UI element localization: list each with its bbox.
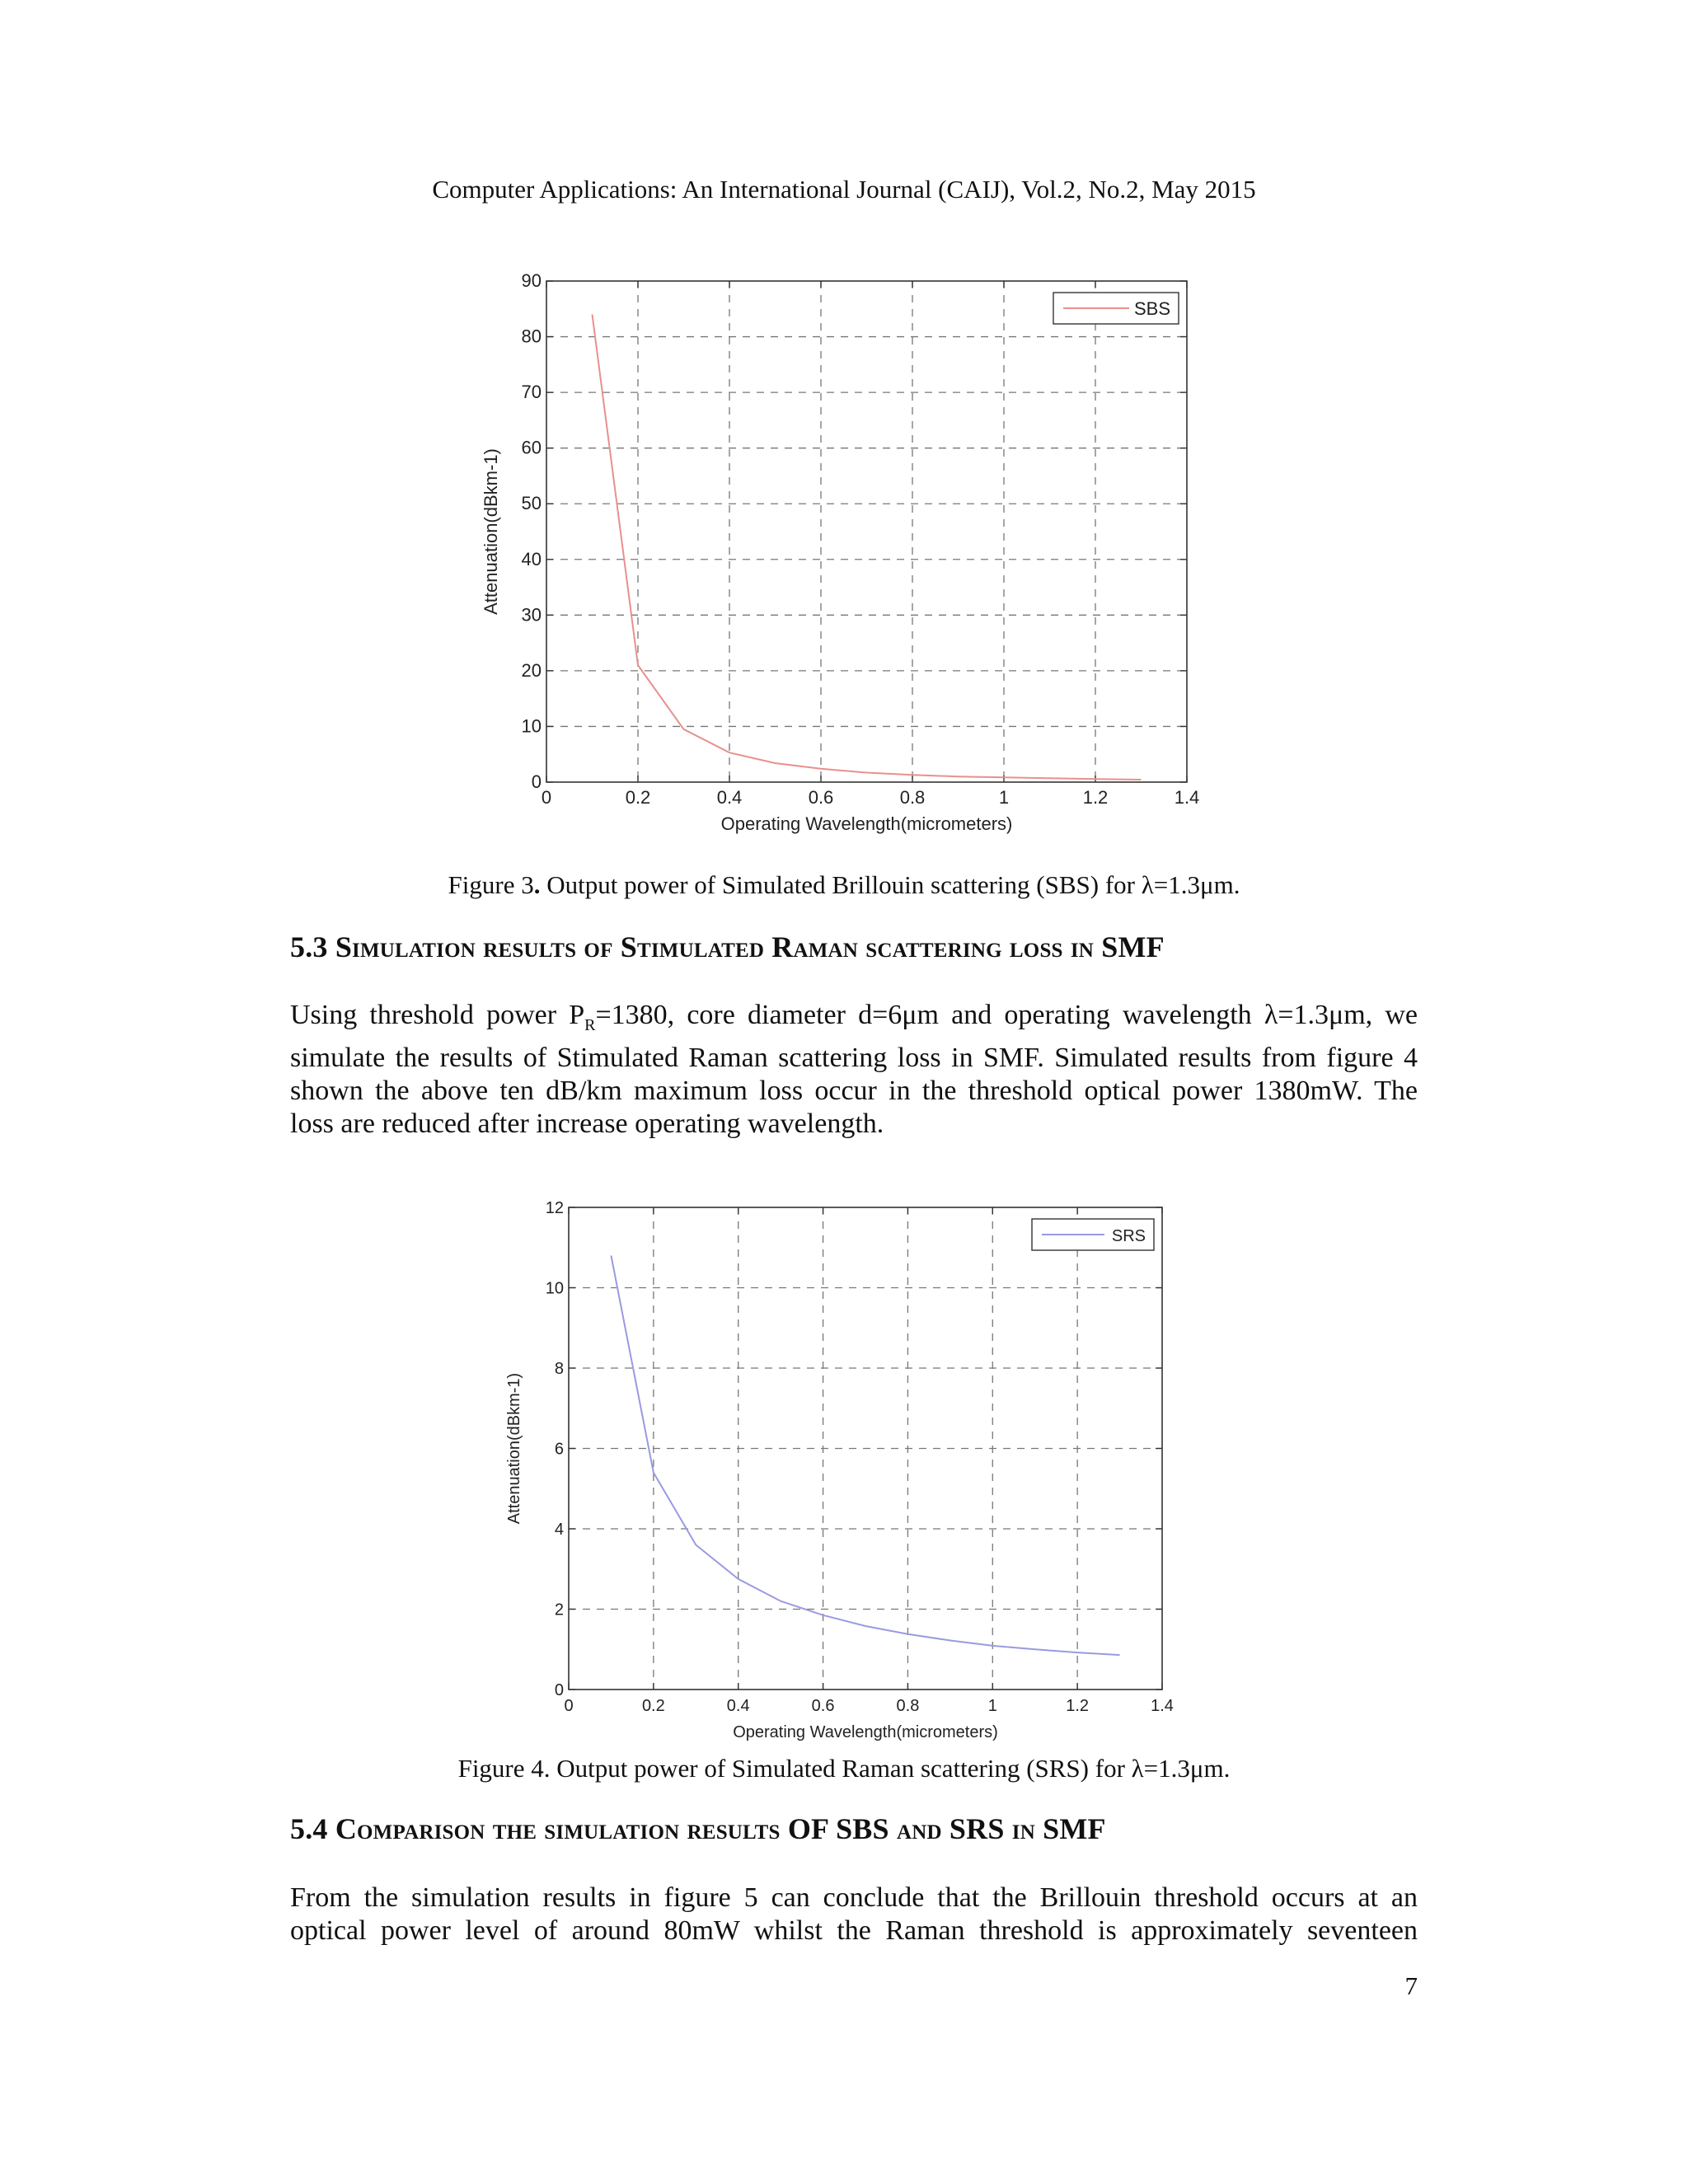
y-tick-label: 6 bbox=[554, 1440, 564, 1459]
x-tick-label: 0 bbox=[541, 787, 552, 808]
x-tick-label: 0.8 bbox=[896, 1697, 920, 1715]
y-tick-label: 70 bbox=[521, 382, 542, 403]
x-axis-label: Operating Wavelength(micrometers) bbox=[733, 1723, 998, 1741]
x-tick-label: 1.4 bbox=[1151, 1697, 1174, 1715]
x-axis-label: Operating Wavelength(micrometers) bbox=[720, 813, 1013, 834]
y-tick-label: 12 bbox=[545, 1199, 564, 1217]
y-axis-label: Attenuation(dBkm-1) bbox=[505, 1372, 523, 1525]
x-tick-label: 0.2 bbox=[641, 1697, 665, 1715]
section-5-3-heading bbox=[290, 930, 1165, 964]
figure-3-caption-sep: . bbox=[533, 870, 541, 899]
page-number: 7 bbox=[1404, 1971, 1418, 2000]
x-tick-label: 0.2 bbox=[625, 787, 651, 808]
para-5-4-line-1: From the simulation results in figure 5 can conclude that the Brillouin threshold occurs at an bbox=[290, 1882, 1418, 1913]
section-5-4-paragraph bbox=[290, 1882, 1418, 1947]
y-tick-label: 30 bbox=[521, 604, 542, 626]
figure-4-caption-sep: . bbox=[543, 1754, 551, 1783]
x-tick-label: 0.6 bbox=[808, 787, 834, 808]
figure-4-svg bbox=[478, 1179, 1220, 1755]
y-tick-label: 10 bbox=[521, 715, 542, 737]
y-tick-label: 90 bbox=[521, 270, 542, 291]
legend-label: SBS bbox=[1133, 298, 1170, 319]
para-5-3-line-1: Using threshold power $P_R=1380$, core diameter d=6μm and operating wavelength λ=1.3μm, we bbox=[290, 1000, 1418, 1034]
x-tick-label: 1.2 bbox=[1082, 787, 1109, 808]
y-tick-label: 4 bbox=[554, 1521, 564, 1539]
x-tick-label: 0 bbox=[564, 1697, 574, 1715]
x-tick-label: 0.4 bbox=[726, 1697, 750, 1715]
figure-3-caption bbox=[0, 870, 1688, 900]
section-5-4-heading: 5.4 Comparison the simulation results OF SBS and SRS in SMF bbox=[290, 1812, 1106, 1845]
figure-4-caption bbox=[0, 1754, 1688, 1783]
para-5-3-line-2: simulate the results of Stimulated Raman scattering loss in SMF. Simulated results from figure 4 bbox=[290, 1042, 1418, 1073]
section-5-3-smf: SMF bbox=[1094, 930, 1165, 963]
x-tick-label: 0.4 bbox=[716, 787, 743, 808]
x-tick-label: 0.8 bbox=[899, 787, 926, 808]
journal-header: Computer Applications: An International Journal (CAIJ), Vol.2, No.2, May 2015 bbox=[432, 175, 1256, 204]
figure-3-caption-text: Output power of Simulated Brillouin scattering (SBS) for λ=1.3μm. bbox=[540, 870, 1240, 899]
y-tick-label: 40 bbox=[521, 548, 542, 569]
y-tick-label: 8 bbox=[554, 1360, 564, 1378]
legend-label: SRS bbox=[1111, 1227, 1146, 1245]
legend bbox=[1053, 293, 1179, 324]
section-5-3-number: 5.3 bbox=[290, 930, 335, 963]
y-tick-label: 0 bbox=[531, 771, 542, 792]
para-5-3-line-4: loss are reduced after increase operating wavelength. bbox=[290, 1108, 884, 1139]
x-tick-label: 1.4 bbox=[1174, 787, 1200, 808]
y-axis-label: Attenuation(dBkm-1) bbox=[481, 448, 501, 615]
series-line-sbs bbox=[593, 315, 1142, 780]
figure-3-svg bbox=[462, 264, 1220, 841]
para-5-4-line-2: optical power level of around 80mW whilst the Raman threshold is approximately seventeen bbox=[290, 1915, 1418, 1946]
figure-3-chart bbox=[462, 264, 1220, 841]
figure-3-caption-label: Figure 3 bbox=[448, 870, 534, 899]
y-tick-label: 50 bbox=[521, 493, 542, 514]
y-tick-label: 10 bbox=[545, 1279, 564, 1298]
section-5-3-paragraph bbox=[290, 999, 1418, 1141]
y-tick-label: 20 bbox=[521, 659, 542, 681]
y-tick-label: 0 bbox=[554, 1681, 564, 1699]
section-5-4-number: 5.4 bbox=[290, 1812, 335, 1845]
x-tick-label: 1 bbox=[987, 1697, 997, 1715]
plot-frame bbox=[546, 281, 1187, 782]
x-tick-label: 0.6 bbox=[811, 1697, 835, 1715]
para-5-3-line-3: shown the above ten dB/km maximum loss occur in the threshold optical power 1380mW. The bbox=[290, 1075, 1418, 1106]
figure-4-chart bbox=[478, 1179, 1220, 1755]
figure-4-caption-text: Output power of Simulated Raman scattering (SRS) for λ=1.3μm. bbox=[550, 1754, 1231, 1783]
y-tick-label: 2 bbox=[554, 1601, 564, 1619]
x-tick-label: 1.2 bbox=[1066, 1697, 1090, 1715]
y-tick-label: 60 bbox=[521, 437, 542, 458]
series-line-srs bbox=[611, 1256, 1119, 1656]
figure-4-caption-label: Figure 4 bbox=[457, 1754, 544, 1783]
x-tick-label: 1 bbox=[998, 787, 1010, 808]
section-5-3-title: Simulation results of Stimulated Raman scattering loss in bbox=[335, 930, 1095, 963]
y-tick-label: 80 bbox=[521, 326, 542, 347]
legend bbox=[1032, 1219, 1154, 1250]
